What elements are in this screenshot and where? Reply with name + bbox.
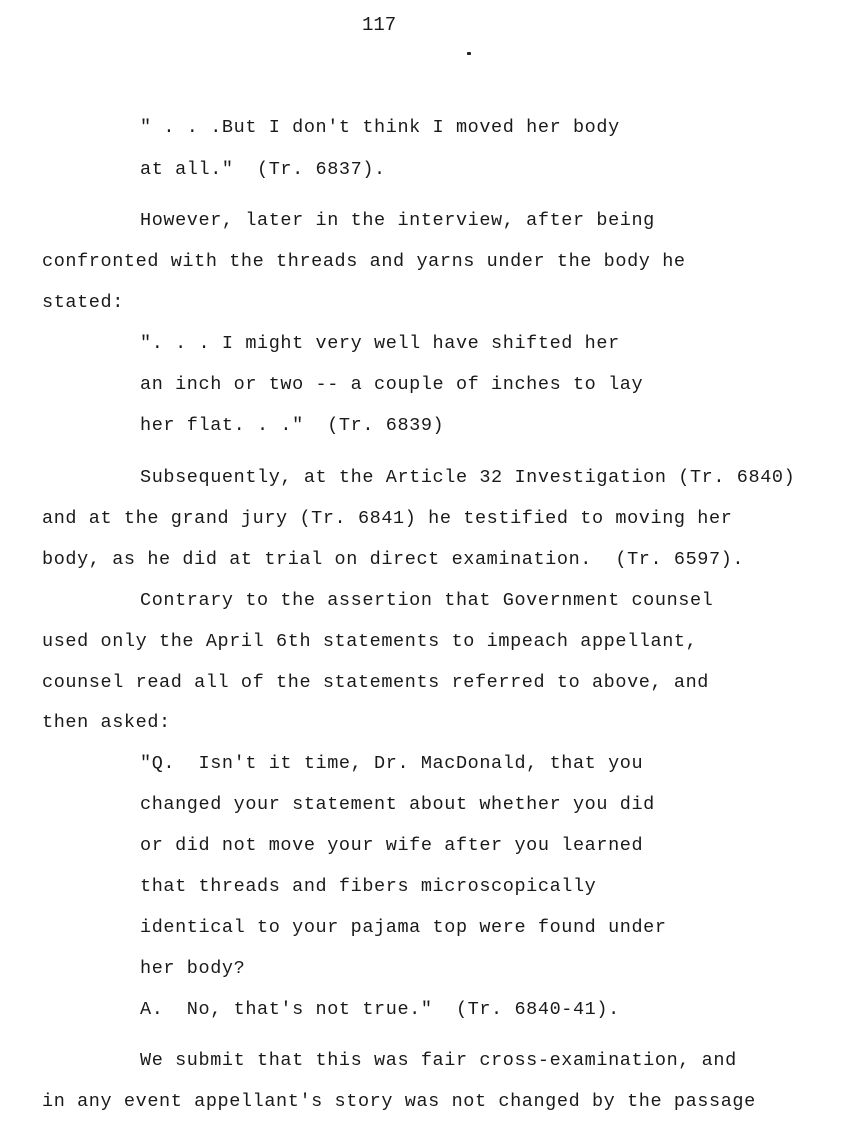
- quote-line: " . . .But I don't think I moved her body: [140, 117, 620, 138]
- quote-line: or did not move your wife after you learned: [140, 835, 644, 856]
- paragraph-line: and at the grand jury (Tr. 6841) he testified to moving her: [42, 508, 733, 529]
- paragraph-line: We submit that this was fair cross-examination, and: [140, 1050, 737, 1071]
- quote-line: an inch or two -- a couple of inches to lay: [140, 374, 644, 395]
- quote-line: A. No, that's not true." (Tr. 6840-41).: [140, 999, 620, 1020]
- quote-line: that threads and fibers microscopically: [140, 876, 597, 897]
- quote-line: ". . . I might very well have shifted her: [140, 333, 620, 354]
- quote-line: changed your statement about whether you did: [140, 794, 655, 815]
- paragraph-line: used only the April 6th statements to impeach appellant,: [42, 631, 698, 652]
- paragraph-line: Subsequently, at the Article 32 Investigation (Tr. 6840): [140, 467, 796, 488]
- paragraph-line: body, as he did at trial on direct examination. (Tr. 6597).: [42, 549, 745, 570]
- paragraph-line: then asked:: [42, 712, 171, 733]
- quote-line: at all." (Tr. 6837).: [140, 159, 386, 180]
- quote-line: "Q. Isn't it time, Dr. MacDonald, that you: [140, 753, 644, 774]
- scan-speck: [467, 52, 471, 55]
- paragraph-line: However, later in the interview, after being: [140, 210, 655, 231]
- paragraph-line: stated:: [42, 292, 124, 313]
- paragraph-line: counsel read all of the statements referred to above, and: [42, 672, 710, 693]
- paragraph-line: in any event appellant's story was not changed by the passage: [42, 1091, 756, 1112]
- page-number: 117: [362, 14, 397, 36]
- quote-line: identical to your pajama top were found under: [140, 917, 667, 938]
- paragraph-line: confronted with the threads and yarns under the body he: [42, 251, 686, 272]
- quote-line: her flat. . ." (Tr. 6839): [140, 415, 445, 436]
- paragraph-line: Contrary to the assertion that Government counsel: [140, 590, 714, 611]
- quote-line: her body?: [140, 958, 246, 979]
